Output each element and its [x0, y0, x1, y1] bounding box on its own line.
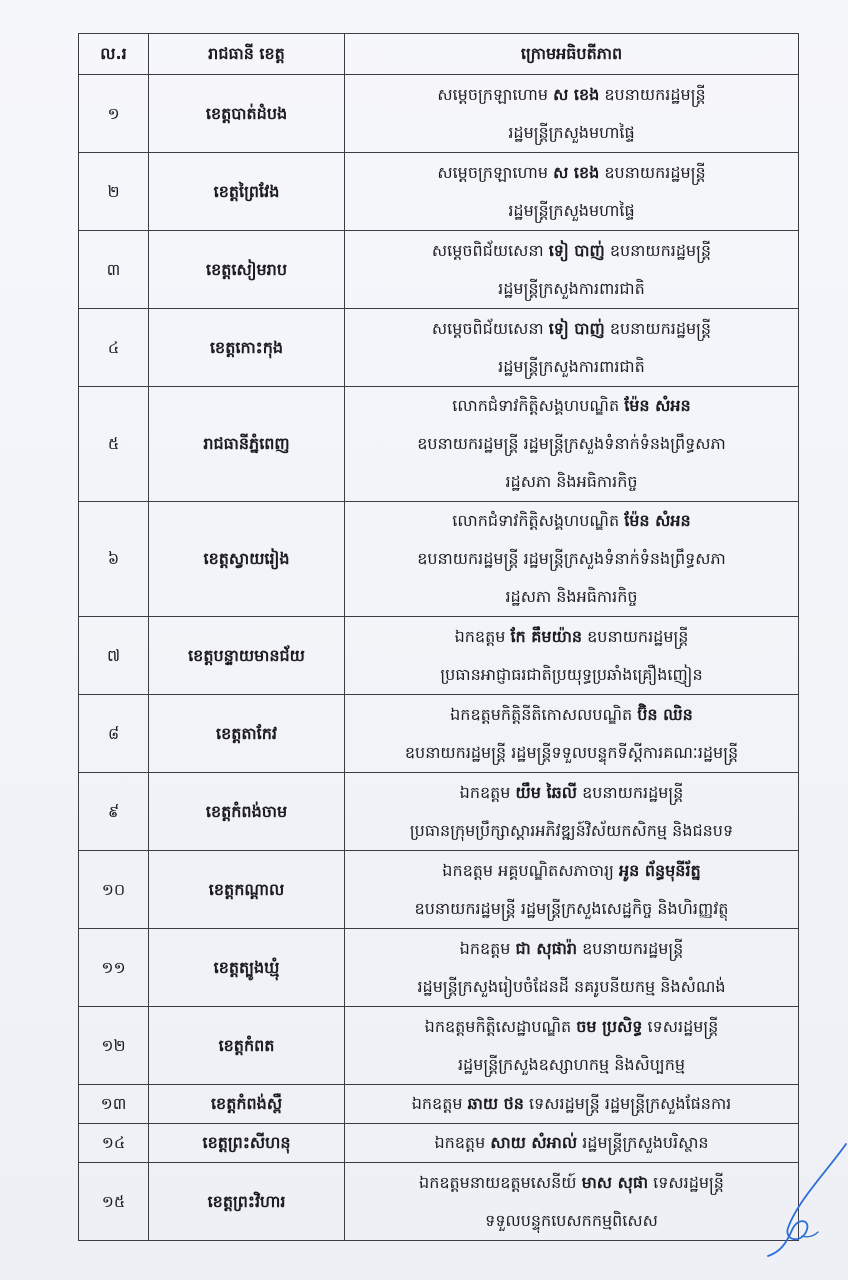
chair-line: ឧបនាយករដ្ឋមន្ត្រី រដ្ឋមន្ត្រីក្រសួងទំនាក់ទំនងព្រឹទ្ធសភា [417, 549, 726, 568]
row-chair [345, 929, 799, 1007]
row-chair [345, 309, 799, 387]
official-name: ជា សុផារ៉ា [515, 938, 577, 958]
row-chair [345, 617, 799, 695]
official-name: កែ គឹមយ៉ាន [510, 626, 583, 646]
row-province: ខេត្តព្រះវិហារ [149, 1163, 345, 1241]
row-chair [345, 1007, 799, 1085]
chair-line: ឧបនាយករដ្ឋមន្ត្រី រដ្ឋមន្ត្រីទទួលបន្ទុកទីស្តីការគណៈរដ្ឋមន្ត្រី [404, 742, 739, 762]
official-name: មាស សុផា [581, 1172, 649, 1192]
official-name: សាយ សំអាល់ [490, 1133, 578, 1152]
row-province: ខេត្តកំពង់ស្ពឺ [149, 1085, 345, 1124]
chair-line: លោកជំទាវកិត្តិសង្គហបណ្ឌិត ម៉ែន សំអន [452, 396, 691, 415]
official-name: ប៊ិន ឈិន [637, 704, 693, 724]
table-row [79, 773, 799, 851]
official-name: ស ខេង [553, 84, 600, 104]
row-number: ១ [79, 75, 149, 153]
official-name: ម៉ែន សំអន [624, 511, 691, 530]
table-row [79, 617, 799, 695]
official-name: ម៉ែន សំអន [624, 396, 691, 415]
table-row [79, 309, 799, 387]
chair-line: ឯកឧត្តមកិត្តិសេដ្ឋាបណ្ឌិត ចម ប្រសិទ្ធ ទេសរដ្ឋមន្ត្រី [424, 1016, 719, 1036]
header-province: រាជធានី ខេត្ត [149, 34, 345, 75]
row-number: ៦ [79, 502, 149, 617]
official-name: ទៀ បាញ់ [548, 240, 605, 260]
row-chair [345, 502, 799, 617]
row-number: ១១ [79, 929, 149, 1007]
table-row [79, 695, 799, 773]
official-name: ទៀ បាញ់ [548, 318, 605, 338]
row-number: ១៥ [79, 1163, 149, 1241]
table-row [79, 387, 799, 502]
chair-line: លោកជំទាវកិត្តិសង្គហបណ្ឌិត ម៉ែន សំអន [452, 511, 691, 530]
row-chair [345, 773, 799, 851]
chair-line: សម្តេចក្រឡាហោម ស ខេង ឧបនាយករដ្ឋមន្ត្រី [437, 162, 706, 182]
row-chair [345, 153, 799, 231]
chair-line: រដ្ឋមន្ត្រីក្រសួងឧស្សាហកម្ម និងសិប្បកម្ម [457, 1054, 686, 1074]
chair-line: ឯកឧត្តម ឆាយ ថន ទេសរដ្ឋមន្ត្រី រដ្ឋមន្ត្រីក្រសួងផែនការ [411, 1094, 732, 1113]
chair-line: ឯកឧត្តម ជា សុផារ៉ា ឧបនាយករដ្ឋមន្ត្រី [459, 938, 684, 958]
row-number: ១៤ [79, 1124, 149, 1163]
row-number: ៧ [79, 617, 149, 695]
chair-line: រដ្ឋមន្ត្រីក្រសួងការពារជាតិ [498, 356, 645, 376]
chair-line: ប្រធានក្រុមប្រឹក្សាស្តារអភិវឌ្ឍន៍វិស័យកសិកម្ម និងជនបទ [409, 820, 734, 840]
table-header-row [79, 34, 799, 75]
row-province: ខេត្តបន្ទាយមានជ័យ [149, 617, 345, 695]
row-chair [345, 1085, 799, 1124]
row-chair [345, 75, 799, 153]
row-province: រាជធានីភ្នំពេញ [149, 387, 345, 502]
chair-line: ឯកឧត្តមកិត្តិនីតិកោសលបណ្ឌិត ប៊ិន ឈិន [450, 704, 693, 724]
row-chair [345, 851, 799, 929]
row-province: ខេត្តសៀមរាប [149, 231, 345, 309]
table-row [79, 153, 799, 231]
row-number: ១៣ [79, 1085, 149, 1124]
row-province: ខេត្តកំពង់ចាម [149, 773, 345, 851]
chair-line: ឧបនាយករដ្ឋមន្ត្រី រដ្ឋមន្ត្រីក្រសួងទំនាក់ទំនងព្រឹទ្ធសភា [417, 434, 726, 453]
chair-line: សម្តេចពិជ័យសេនា ទៀ បាញ់ ឧបនាយករដ្ឋមន្ត្រី [431, 318, 712, 338]
row-number: ៥ [79, 387, 149, 502]
table-row [79, 929, 799, 1007]
header-number: ល.រ [79, 34, 149, 75]
chair-line: រដ្ឋមន្ត្រីក្រសួងការពារជាតិ [498, 278, 645, 298]
row-province: ខេត្តត្បូងឃ្មុំ [149, 929, 345, 1007]
official-name: ឆាយ ថន [467, 1094, 524, 1113]
row-province: ខេត្តកណ្តាល [149, 851, 345, 929]
chair-line: ឯកឧត្តម សាយ សំអាល់ រដ្ឋមន្ត្រីក្រសួងបរិស្ថាន [434, 1133, 709, 1152]
row-province: ខេត្តស្វាយរៀង [149, 502, 345, 617]
row-number: ៣ [79, 231, 149, 309]
chair-line: រដ្ឋមន្ត្រីក្រសួងមហាផ្ទៃ [508, 200, 635, 220]
row-chair [345, 231, 799, 309]
chair-line: សម្តេចពិជ័យសេនា ទៀ បាញ់ ឧបនាយករដ្ឋមន្ត្រី [431, 240, 712, 260]
header-chair: ក្រោមអធិបតីភាព [345, 34, 799, 75]
signature-mark [728, 1140, 848, 1260]
row-number: ២ [79, 153, 149, 231]
chair-line: ឧបនាយករដ្ឋមន្ត្រី រដ្ឋមន្ត្រីក្រសួងសេដ្ឋកិច្ច និងហិរញ្ញវត្ថុ [414, 898, 729, 918]
row-number: ១២ [79, 1007, 149, 1085]
official-name: ចម ប្រសិទ្ធ [576, 1016, 643, 1036]
table-row [79, 1007, 799, 1085]
row-number: ១០ [79, 851, 149, 929]
official-name: ស ខេង [553, 162, 600, 182]
chair-line: រដ្ឋមន្ត្រីក្រសួងរៀបចំដែនដី នគរូបនីយកម្ម និងសំណង់ [417, 976, 726, 996]
row-province: ខេត្តព្រៃវែង [149, 153, 345, 231]
chair-line: ឯកឧត្តម យឹម ឆៃលី ឧបនាយករដ្ឋមន្ត្រី [459, 782, 684, 802]
chair-line: រដ្ឋមន្ត្រីក្រសួងមហាផ្ទៃ [508, 122, 635, 142]
row-province: ខេត្តព្រះសីហនុ [149, 1124, 345, 1163]
row-province: ខេត្តកោះកុង [149, 309, 345, 387]
chair-line: រដ្ឋសភា និងអធិការកិច្ច [505, 472, 638, 491]
table-row [79, 231, 799, 309]
province-chair-table [78, 33, 799, 1241]
table-row [79, 851, 799, 929]
table-row [79, 1085, 799, 1124]
chair-line: ឯកឧត្តម កែ គឹមយ៉ាន ឧបនាយករដ្ឋមន្ត្រី [454, 626, 689, 646]
table-row [79, 1163, 799, 1241]
chair-line: ឯកឧត្តម អគ្គបណ្ឌិតសភាចារ្យ អូន ព័ន្ធមុនីរ័ត្ន [442, 860, 701, 880]
row-chair [345, 695, 799, 773]
row-number: ៨ [79, 695, 149, 773]
chair-line: ឯកឧត្តមនាយឧត្តមសេនីយ៍ មាស សុផា ទេសរដ្ឋមន្ត្រី [419, 1172, 724, 1192]
chair-line: ប្រធានអាជ្ញាធរជាតិប្រយុទ្ធប្រឆាំងគ្រឿងញៀន [440, 664, 703, 684]
row-number: ៤ [79, 309, 149, 387]
row-number: ៩ [79, 773, 149, 851]
row-province: ខេត្តបាត់ដំបង [149, 75, 345, 153]
table-row [79, 1124, 799, 1163]
table-row [79, 502, 799, 617]
table-row [79, 75, 799, 153]
official-name: យឹម ឆៃលី [515, 782, 577, 802]
row-chair [345, 387, 799, 502]
chair-line: ទទួលបន្ទុកបេសកកម្មពិសេស [485, 1210, 658, 1230]
chair-line: រដ្ឋសភា និងអធិការកិច្ច [505, 587, 638, 606]
official-name: អូន ព័ន្ធមុនីរ័ត្ន [618, 860, 701, 880]
chair-line: សម្តេចក្រឡាហោម ស ខេង ឧបនាយករដ្ឋមន្ត្រី [437, 84, 706, 104]
row-province: ខេត្តតាកែវ [149, 695, 345, 773]
row-province: ខេត្តកំពត [149, 1007, 345, 1085]
